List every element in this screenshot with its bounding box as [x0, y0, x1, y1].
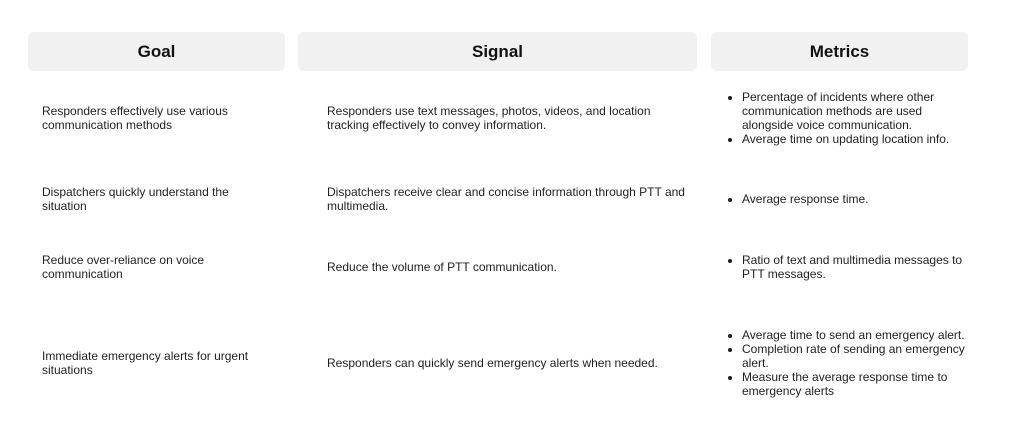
metrics-list: [730, 253, 968, 281]
signal-cell: Responders can quickly send emergency alerts when needed.: [327, 356, 658, 370]
metric-item: • Ratio of text and multimedia messages to PTT messages.: [742, 253, 968, 281]
metric-item: • Average response time.: [742, 192, 869, 206]
goal-cell: Immediate emergency alerts for urgent situations: [42, 349, 249, 377]
signal-cell: Dispatchers receive clear and concise information through PTT and multimedia.: [327, 185, 685, 213]
metrics-list: [730, 90, 968, 146]
signal-cell: Responders use text messages, photos, videos, and location tracking effectively to convey information.: [327, 104, 651, 132]
goal-cell: Dispatchers quickly understand the situation: [42, 185, 229, 213]
signal-column-header: Signal: [298, 32, 697, 71]
metric-item: • Percentage of incidents where other communication methods are used alongside voice communication.: [742, 90, 968, 132]
metrics-cell: [730, 318, 968, 408]
signal-cell: Reduce the volume of PTT communication.: [327, 260, 557, 274]
metrics-column-header: Metrics: [711, 32, 968, 71]
metric-item: • Average time to send an emergency alert.: [742, 328, 968, 342]
metrics-list: [730, 192, 869, 206]
goal-column-header: Goal: [28, 32, 285, 71]
metric-item: • Measure the average response time to emergency alerts: [742, 370, 968, 398]
metric-item: • Average time on updating location info.: [742, 132, 968, 146]
metrics-list: [730, 328, 968, 398]
goal-cell: Reduce over-reliance on voice communication: [42, 253, 205, 281]
metrics-cell: [730, 178, 968, 220]
metrics-cell: [730, 90, 968, 146]
metric-item: • Completion rate of sending an emergency alert.: [742, 342, 968, 370]
goal-cell: Responders effectively use various communication methods: [42, 104, 228, 132]
metrics-cell: [730, 246, 968, 288]
